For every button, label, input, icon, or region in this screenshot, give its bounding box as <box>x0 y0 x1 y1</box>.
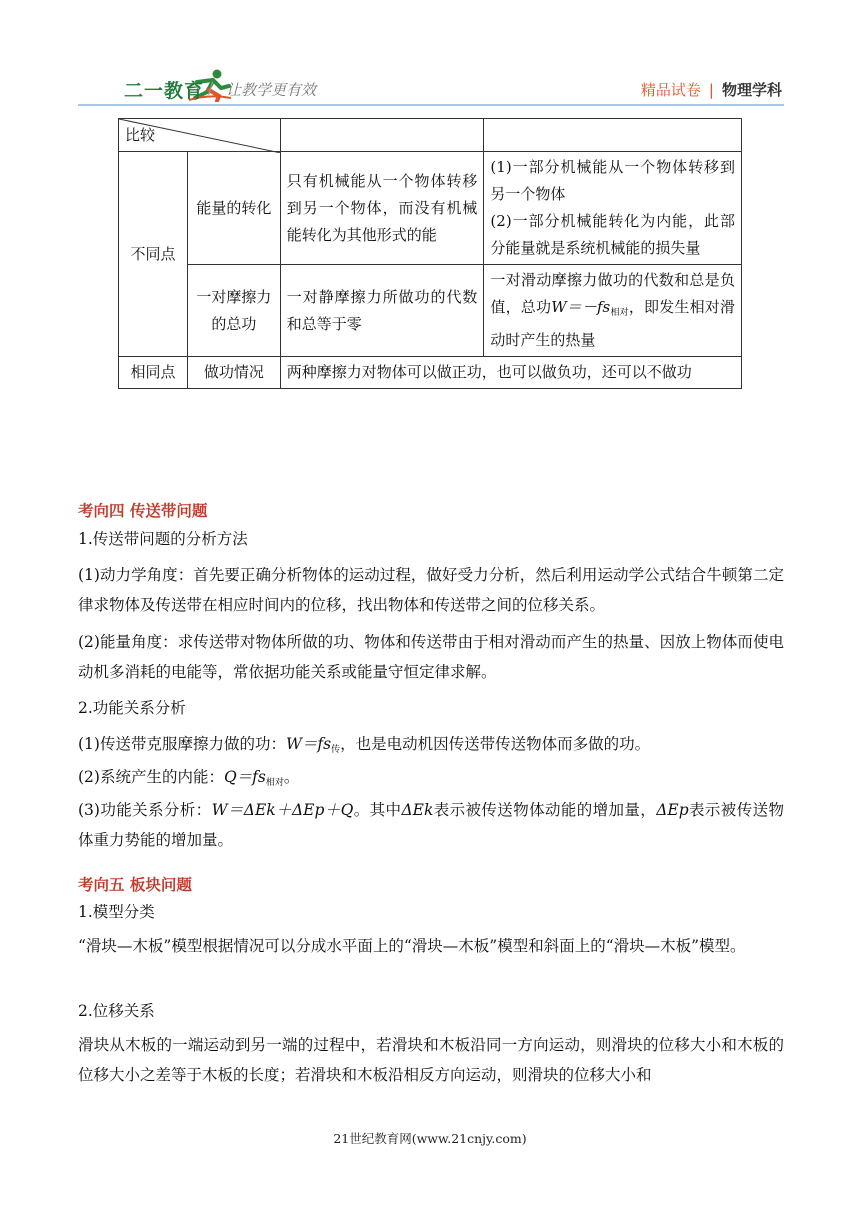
same-label-cell: 相同点 <box>119 357 188 389</box>
energy-kinetic-line-1: (1)一部分机械能从一个物体转移到另一个物体 <box>490 158 735 203</box>
total-work-static-cell: 一对静摩擦力所做功的代数和总等于零 <box>280 265 484 357</box>
energy-label-cell: 能量的转化 <box>187 152 280 265</box>
section4-paragraph-4 <box>78 762 784 798</box>
section5-subtitle-2: 2.位移关系 <box>78 1002 155 1020</box>
diff-label-cell: 不同点 <box>119 152 188 357</box>
friction-comparison-table <box>118 118 742 389</box>
table-row <box>119 265 742 357</box>
text-span: (2)系统产生的内能： <box>78 768 224 786</box>
section4-subtitle-2: 2.功能关系分析 <box>78 699 186 717</box>
tag-subject: 物理学科 <box>721 81 782 99</box>
page-footer: 21世纪教育网(www.21cnjy.com) <box>333 1131 527 1146</box>
energy-kinetic-line-2: (2)一部分机械能转化为内能，此部分能量就是系统机械能的损失量 <box>490 212 735 257</box>
subscript: 相对 <box>610 308 629 318</box>
section4-subtitle-1: 1.传送带问题的分析方法 <box>78 530 248 548</box>
work-label-cell: 做功情况 <box>187 357 280 389</box>
formula-span: ΔEk <box>401 801 434 819</box>
energy-kinetic-cell <box>484 152 742 265</box>
text-span: (1)传送带克服摩擦力做的功： <box>78 735 286 753</box>
header-divider-line <box>78 104 784 106</box>
section5-paragraph-2: 滑块从木板的一端运动到另一端的过程中，若滑块和木板沿同一方向运动，则滑块的位移大小和木板的位移大小之差等于木板的长度；若滑块和木板沿相反方向运动，则滑块的位移大小和 <box>78 1036 784 1084</box>
formula-span: Q＝fs <box>223 768 266 786</box>
text-span: ，即发生相对滑动时产生的热量 <box>490 298 735 349</box>
corner-label: 比较 <box>125 125 156 144</box>
section4-paragraph-5 <box>78 795 784 855</box>
logo-text: 二一教育 <box>124 80 205 102</box>
table-row <box>119 357 742 389</box>
text-span: 一对滑动摩擦力做功的代数和总是负值，总功 <box>490 271 735 316</box>
formula-span: W＝fs <box>285 735 332 753</box>
tag-separator: | <box>708 81 714 99</box>
tag-quality-exam: 精品试卷 <box>640 81 701 99</box>
text-span: 表示被传送物体重力势能的增加量。 <box>78 801 784 849</box>
formula-span: ΔEp <box>656 801 689 819</box>
table-cell <box>280 119 484 152</box>
section4-paragraph-3 <box>78 729 784 765</box>
section5-heading: 考向五 板块问题 <box>78 876 192 894</box>
subscript: 传 <box>331 745 341 755</box>
diagonal-header-cell <box>119 119 281 152</box>
logo-divider: / <box>208 78 214 97</box>
section4-heading: 考向四 传送带问题 <box>78 502 208 520</box>
text-span: 。其中 <box>353 801 402 819</box>
table-cell <box>484 119 742 152</box>
page-header <box>0 0 860 112</box>
formula-span: W＝ΔEk＋ΔEp＋Q <box>211 801 354 819</box>
formula-span: W＝－fs <box>551 298 611 316</box>
header-tags <box>641 79 782 100</box>
text-span: (3)功能关系分析： <box>78 801 212 819</box>
work-text-cell: 两种摩擦力对物体可以做正功，也可以做负功，还可以不做功 <box>280 357 741 389</box>
text-span: 。 <box>283 768 300 786</box>
text-span: ，也是电动机因传送带传送物体而多做的功。 <box>340 735 651 753</box>
subscript: 相对 <box>265 778 284 788</box>
logo-slogan: 让教学更有效 <box>226 81 317 99</box>
section4-paragraph-1: (1)动力学角度：首先要正确分析物体的运动过程，做好受力分析，然后利用运动学公式结合牛顿第二定律求物体及传送带在相应时间内的位移，找出物体和传送带之间的位移关系。 <box>78 566 784 614</box>
total-work-label-cell: 一对摩擦力的总功 <box>187 265 280 357</box>
energy-static-cell: 只有机械能从一个物体转移到另一个物体，而没有机械能转化为其他形式的能 <box>280 152 484 265</box>
table-row <box>119 119 742 152</box>
section4-paragraph-2: (2)能量角度：求传送带对物体所做的功、物体和传送带由于相对滑动而产生的热量、因放上物体而使电动机多消耗的电能等，常依据功能关系或能量守恒定律求解。 <box>78 633 784 681</box>
section5-subtitle-1: 1.模型分类 <box>78 903 155 921</box>
total-work-kinetic-cell <box>484 265 742 357</box>
section5-paragraph-1: “滑块—木板”模型根据情况可以分成水平面上的“滑块—木板”模型和斜面上的“滑块—木板”模型。 <box>78 937 746 955</box>
text-span: 表示被传送物体动能的增加量， <box>433 801 657 819</box>
table-row <box>119 152 742 265</box>
